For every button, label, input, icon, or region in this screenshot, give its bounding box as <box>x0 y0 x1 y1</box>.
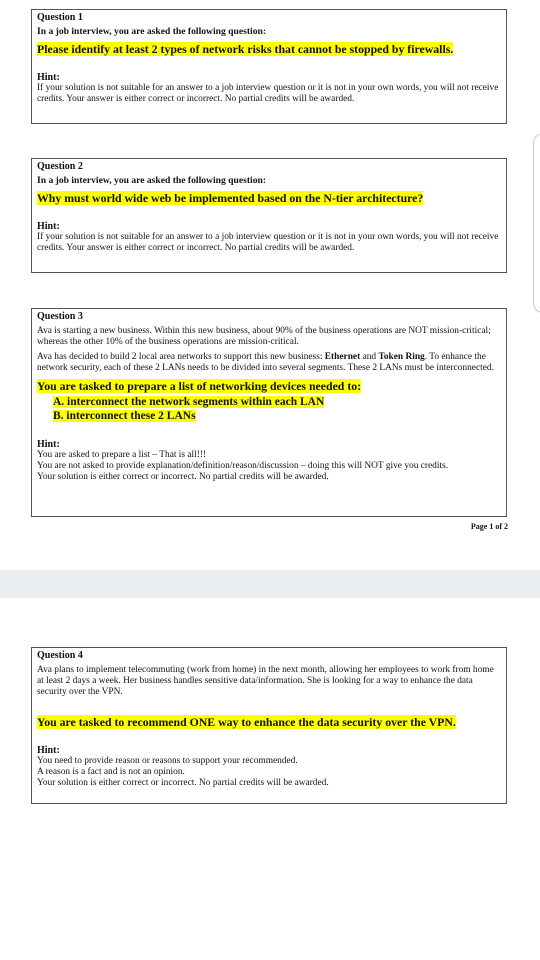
question-highlight: You are tasked to prepare a list of networking devices needed to: <box>37 379 362 393</box>
question-intro: In a job interview, you are asked the following question: <box>37 175 267 186</box>
hint-label: Hint: <box>37 439 60 450</box>
question-title: Question 4 <box>37 650 83 661</box>
question-4-box <box>31 647 507 804</box>
question-highlight: You are tasked to recommend ONE way to enhance the data security over the VPN. <box>37 715 456 729</box>
hint-line: You need to provide reason or reasons to support your recommended. <box>37 756 298 766</box>
question-title: Question 1 <box>37 12 83 23</box>
question-paragraph <box>37 352 501 374</box>
page-number <box>440 522 508 531</box>
token-ring-label: Token Ring <box>378 352 425 362</box>
page-number-current: 1 <box>489 522 494 531</box>
question-title: Question 2 <box>37 161 83 172</box>
question-paragraph: Ava plans to implement telecommuting (work from home) in the next month, allowing her employees to work from home at least 2 days a week. Her business handles sensitive data/information. She is looking for a way to enhance the data security over the VPN. <box>37 665 494 697</box>
question-title: Question 3 <box>37 311 83 322</box>
hint-line: Your solution is either correct or incorrect. No partial credits will be awarded. <box>37 472 329 482</box>
question-2-box <box>31 158 507 273</box>
hint-text: If your solution is not suitable for an answer to a job interview question or it is not in your own words, you will not receive credits. Your answer is either correct or incorrect. No partial credits will be awarded. <box>37 83 499 104</box>
page-number-total: 2 <box>504 522 508 531</box>
hint-line: Your solution is either correct or incorrect. No partial credits will be awarded. <box>37 778 329 788</box>
paragraph-text: and <box>360 352 379 362</box>
question-3-box <box>31 308 507 517</box>
hint-text: If your solution is not suitable for an answer to a job interview question or it is not in your own words, you will not receive credits. Your answer is either correct or incorrect. No partial credits will be awarded. <box>37 232 499 253</box>
question-highlight: Please identify at least 2 types of network risks that cannot be stopped by firewalls. <box>37 42 454 56</box>
task-item-b <box>37 409 501 423</box>
ethernet-label: Ethernet <box>324 352 361 362</box>
hint-line: A reason is a fact and is not an opinion. <box>37 767 185 777</box>
hint-line: You are asked to prepare a list – That is all!!! <box>37 450 207 460</box>
page-separator <box>0 570 540 598</box>
hint-label: Hint: <box>37 72 60 83</box>
page-number-of: of <box>493 522 504 531</box>
paragraph-text: Ava has decided to build 2 local area networks to support this new business: <box>37 352 325 362</box>
scroll-handle[interactable] <box>533 133 540 313</box>
question-1-box <box>31 9 507 124</box>
task-item-text: B. interconnect these 2 LANs <box>53 410 196 422</box>
task-item-a <box>37 395 501 409</box>
paragraph-text: . To enhance the network security, each of these 2 LANs needs to be divided into several segments. These 2 LANs must be interconnected. <box>37 352 494 373</box>
page-number-prefix: Page <box>470 522 490 531</box>
hint-label: Hint: <box>37 221 60 232</box>
hint-line: You are not asked to provide explanation/definition/reason/discussion – doing this will NOT give you credits. <box>37 461 449 471</box>
hint-label: Hint: <box>37 745 60 756</box>
question-intro: In a job interview, you are asked the following question: <box>37 26 267 37</box>
question-highlight: Why must world wide web be implemented based on the N-tier architecture? <box>37 191 424 205</box>
question-paragraph: Ava is starting a new business. Within this new business, about 90% of the business operations are NOT mission-critical; whereas the other 10% of the business operations are mission-critical. <box>37 326 491 347</box>
task-item-text: A. interconnect the network segments within each LAN <box>53 396 325 408</box>
